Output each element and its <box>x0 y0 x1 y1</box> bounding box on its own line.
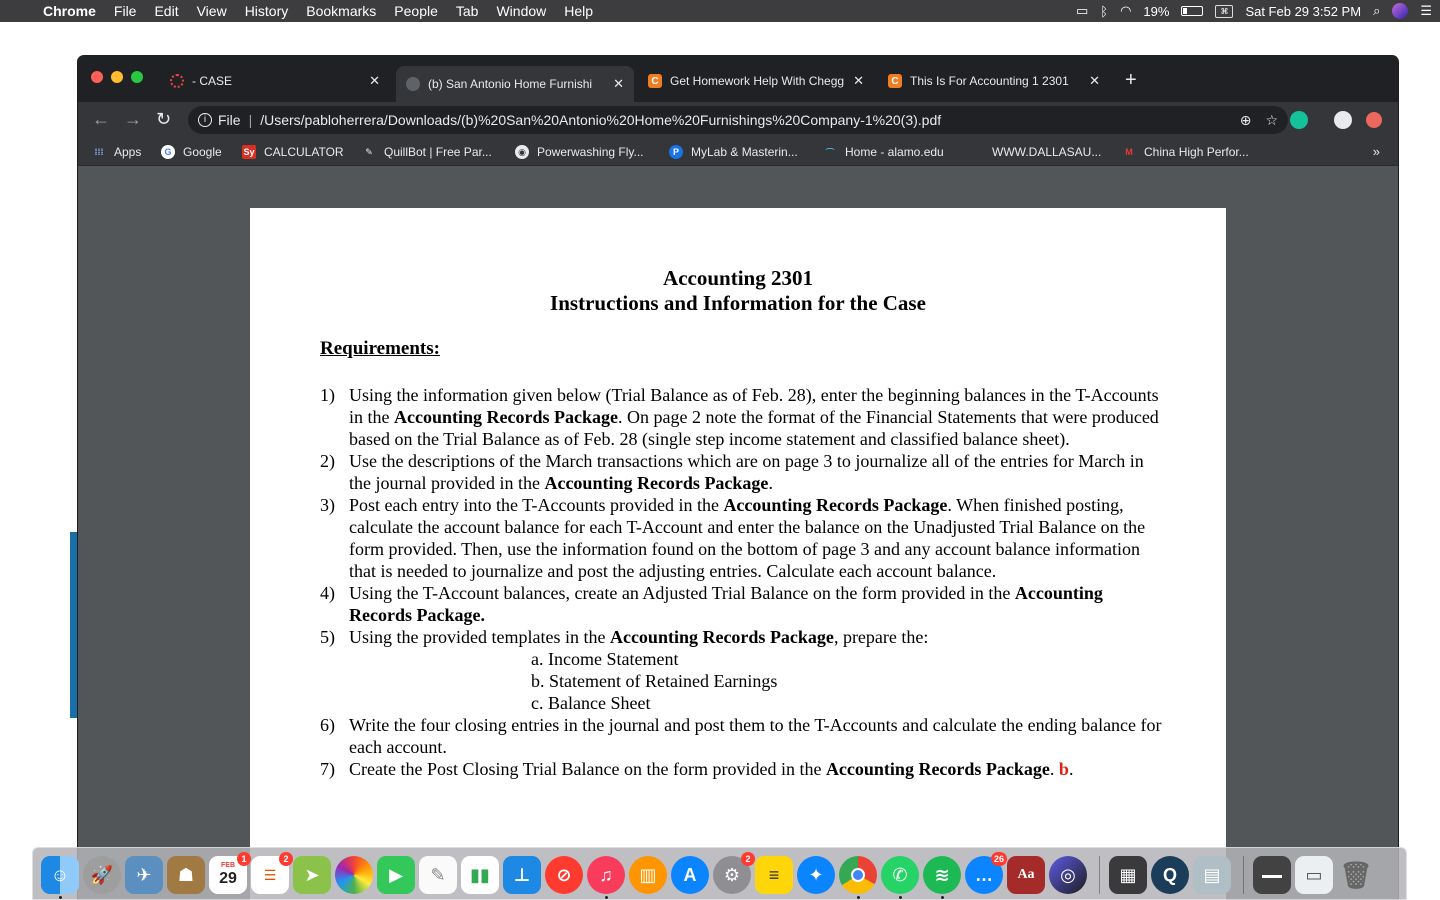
contacts-icon[interactable]: ☗ <box>167 856 205 894</box>
tab-strip <box>78 56 1398 102</box>
bookmark-alamo[interactable] <box>823 138 944 166</box>
more-bookmarks-icon[interactable]: » <box>1372 144 1380 159</box>
messages-icon[interactable]: … 26 <box>965 856 1003 894</box>
facetime-icon[interactable]: ▶ <box>377 856 415 894</box>
bookmark-google[interactable] <box>161 138 222 166</box>
safari-icon[interactable]: ✦ <box>797 856 835 894</box>
documents-stack-icon[interactable]: ▭ <box>1295 856 1333 894</box>
chrome-window <box>78 56 1398 900</box>
bookmark-dallas[interactable] <box>992 138 1101 166</box>
spotify-icon[interactable]: ≋ <box>923 856 961 894</box>
item-text: . <box>1068 759 1074 779</box>
list-item <box>320 626 1170 648</box>
item-bold: Accounting Records Package <box>723 495 948 515</box>
item-number: 7) <box>320 759 335 779</box>
document-subtitle: Instructions and Information for the Case <box>550 291 926 315</box>
item-text: Use the descriptions of the March transactions which are on page 3 to journalize all of the entries for March in the journal provided in the <box>349 451 1144 493</box>
chegg-icon: C <box>888 74 902 88</box>
menu-file[interactable]: File <box>113 3 137 19</box>
menu-edit[interactable]: Edit <box>154 3 179 19</box>
image-capture-icon[interactable]: ▤ <box>1193 856 1231 894</box>
requirements-heading: Requirements: <box>320 338 440 359</box>
calculator-icon[interactable]: ▦ <box>1109 856 1147 894</box>
running-indicator <box>899 896 902 899</box>
loading-icon <box>170 74 184 88</box>
airplay-icon[interactable]: ▭ <box>1075 3 1089 18</box>
google-icon: G <box>161 145 175 159</box>
item-text: . On page 2 note the format of the Financial Statements that were produced based on the Trial Balance as of Feb. 28 (single step income statement and classified balance sheet). <box>349 407 1159 449</box>
chrome-icon[interactable] <box>839 856 877 894</box>
whatsapp-icon[interactable]: ✆ <box>881 856 919 894</box>
zoom-window-icon[interactable] <box>131 71 143 83</box>
bookmark-label: Apps <box>114 145 142 159</box>
minimize-window-icon[interactable] <box>111 71 123 83</box>
browser-toolbar <box>78 102 1398 138</box>
list-item <box>320 758 1170 780</box>
close-tab-icon[interactable]: ✕ <box>1089 73 1100 88</box>
bookmark-label: QuillBot | Free Par... <box>384 145 492 159</box>
item-text: Create the Post Closing Trial Balance on the form provided in the <box>349 759 826 779</box>
bookmark-star-icon[interactable]: ☆ <box>1265 111 1278 128</box>
wifi-icon[interactable]: ◠ <box>1120 3 1132 18</box>
close-window-icon[interactable] <box>91 71 103 83</box>
bookmark-mylab[interactable] <box>669 138 798 166</box>
battery-icon[interactable] <box>1181 6 1203 16</box>
running-indicator <box>941 896 944 899</box>
trash-icon[interactable]: 🗑 <box>1339 859 1373 890</box>
bluetooth-icon[interactable]: ᛒ <box>1100 3 1109 19</box>
info-icon[interactable]: i <box>198 113 212 127</box>
close-tab-icon[interactable]: ✕ <box>613 76 624 91</box>
list-item <box>320 450 1170 494</box>
dictionary-icon[interactable]: Aa <box>1007 856 1045 894</box>
reminders-badge: 2 <box>279 852 293 866</box>
tab-chegg-homework[interactable] <box>638 66 874 96</box>
item-number: 6) <box>320 715 335 735</box>
address-url[interactable]: /Users/pabloherrera/Downloads/(b)%20San%20Antonio%20Home%20Furnishings%20Company-1%20(3).pdf <box>260 112 942 128</box>
item-text: . <box>768 473 773 493</box>
menubar-clock[interactable]: Sat Feb 29 3:52 PM <box>1245 3 1362 19</box>
messages-badge: 26 <box>991 852 1007 866</box>
bookmark-label: Google <box>183 145 222 159</box>
maps-icon[interactable]: ➤ <box>293 856 331 894</box>
chegg-icon: C <box>648 74 662 88</box>
item-text: . When finished posting, calculate the account balance for each T-Account and enter the balance on the Unadjusted Trial Balance on the form provided. Then, use the information found on the bottom of page 3 and any account balance information that is needed to journalize and post the adjusting entries. Calculate each account balance. <box>349 495 1146 581</box>
tab-title: (b) San Antonio Home Furnishi <box>428 77 593 91</box>
tab-title: This Is For Accounting 1 2301 <box>910 74 1069 88</box>
back-arrow-icon[interactable]: ← <box>92 109 110 129</box>
preview-photo-icon[interactable]: ✈ <box>125 856 163 894</box>
item-number: 3) <box>320 495 335 515</box>
notification-center-icon[interactable]: ☰ <box>1420 3 1432 18</box>
bookmark-apps[interactable] <box>92 138 141 166</box>
reload-icon[interactable]: ↻ <box>156 109 172 129</box>
apps-grid-icon: ⁞⁞⁞ <box>94 147 104 157</box>
item-number: 4) <box>320 583 335 603</box>
settings-badge: 2 <box>741 852 755 866</box>
item-bold: Accounting Records Package <box>609 627 834 647</box>
finder-icon[interactable]: ☺ <box>41 856 79 894</box>
bookmark-quillbot[interactable] <box>362 138 492 166</box>
grammarly-extension-icon[interactable] <box>1290 111 1308 129</box>
pdf-page <box>250 208 1226 900</box>
list-item <box>320 494 1170 582</box>
symbolab-icon: Sy <box>243 147 255 157</box>
pearson-icon: P <box>669 145 683 159</box>
zoom-icon[interactable]: ⊕ <box>1239 111 1252 128</box>
item-text: Write the four closing entries in the journal and post them to the T-Accounts and calculate the ending balance for each account. <box>349 715 1162 757</box>
profile-avatar-icon[interactable] <box>1334 111 1352 129</box>
tab-title: - CASE <box>192 74 233 88</box>
calendar-badge: 1 <box>237 852 251 866</box>
macos-dock <box>32 847 1407 900</box>
address-bar[interactable] <box>188 106 1288 134</box>
keynote-icon[interactable]: ⊥ <box>503 856 541 894</box>
tab-accounting-chegg[interactable] <box>878 66 1110 96</box>
alamo-icon: ⌒ <box>825 147 835 158</box>
menu-tab[interactable]: Tab <box>455 3 479 19</box>
address-actions <box>1240 106 1278 134</box>
photos-icon[interactable] <box>335 856 373 894</box>
item-bold: Accounting Records Package <box>825 759 1050 779</box>
new-tab-button[interactable]: + <box>1125 69 1137 91</box>
bookmark-calculator[interactable] <box>242 138 344 166</box>
bookmark-label: WWW.DALLASAU... <box>992 145 1102 159</box>
menu-help[interactable]: Help <box>564 3 594 19</box>
dock-separator <box>1099 856 1100 894</box>
macos-menubar <box>0 0 1440 22</box>
app-store-icon[interactable]: A <box>671 856 709 894</box>
bookmark-label: MyLab & Masterin... <box>691 145 798 159</box>
desktop-background-strip <box>70 532 78 718</box>
address-scheme-label: File <box>218 112 241 128</box>
keyboard-input-icon[interactable]: ⌘ <box>1215 5 1233 18</box>
siri-dock-icon[interactable]: ◎ <box>1049 856 1087 894</box>
item-text: Post each entry into the T-Accounts provided in the <box>349 495 724 515</box>
item-text: Using the provided templates in the <box>349 627 610 647</box>
item-bold: Accounting Records Package <box>544 473 769 493</box>
requirements-list <box>320 384 1170 780</box>
address-separator: | <box>248 112 253 128</box>
bookmarks-bar <box>78 138 1398 166</box>
calendar-month: FEB <box>221 862 235 869</box>
system-preferences-icon[interactable]: ⚙ 2 <box>713 856 751 894</box>
item-text: Using the T-Account balances, create an Adjusted Trial Balance on the form provided in the <box>349 583 1015 603</box>
sub-item-income-statement: a. Income Statement <box>531 649 679 669</box>
music-icon[interactable]: ♫ <box>587 856 625 894</box>
spotlight-search-icon[interactable]: ⌕ <box>1373 3 1381 18</box>
quicktime-icon[interactable]: Q <box>1151 856 1189 894</box>
menu-history[interactable]: History <box>244 3 289 19</box>
menu-window[interactable]: Window <box>496 3 547 19</box>
globe-icon: ◉ <box>515 145 529 159</box>
textedit-icon[interactable]: ✎ <box>419 856 457 894</box>
item-text: Using the information given below (Trial Balance as of Feb. 28), enter the beginning balances in the T-Accounts in the <box>349 385 1159 427</box>
menubar-status-area <box>1076 0 1432 22</box>
list-item <box>320 384 1170 450</box>
downloads-stack-icon[interactable]: ▬▬ <box>1253 856 1291 894</box>
close-tab-icon[interactable]: ✕ <box>853 73 864 88</box>
siri-icon[interactable] <box>1392 3 1408 19</box>
running-indicator <box>59 896 62 899</box>
document-title: Accounting 2301 <box>663 266 813 290</box>
item-text: , prepare the: <box>833 627 929 647</box>
launchpad-icon[interactable]: 🚀 <box>83 856 121 894</box>
battery-percent: 19% <box>1143 3 1170 19</box>
item-bold: Accounting Records Package <box>394 407 618 427</box>
sub-item-retained-earnings: b. Statement of Retained Earnings <box>531 671 778 691</box>
numbers-icon[interactable]: ▮▮ <box>461 856 499 894</box>
calendar-icon[interactable] <box>209 856 247 894</box>
bookmark-china-high[interactable] <box>1122 138 1249 166</box>
menu-people[interactable]: People <box>394 3 438 19</box>
item-number: 2) <box>320 451 335 471</box>
running-indicator <box>857 896 860 899</box>
update-icon[interactable] <box>1366 112 1382 128</box>
bookmark-label: Home - alamo.edu <box>845 145 944 159</box>
bookmark-label: CALCULATOR <box>264 145 344 159</box>
tab-san-antonio[interactable] <box>396 66 634 102</box>
quillbot-icon: ✎ <box>365 146 373 157</box>
reminders-icon[interactable]: ☰ 2 <box>251 856 289 894</box>
item-number: 1) <box>320 385 335 405</box>
item-number: 5) <box>320 627 335 647</box>
forward-arrow-icon[interactable]: → <box>124 109 142 129</box>
list-item <box>320 714 1170 758</box>
bookmark-label: China High Perfor... <box>1144 145 1249 159</box>
document-tab-icon <box>406 77 420 91</box>
calendar-day: 29 <box>219 870 237 887</box>
tab-title: Get Homework Help With Chegg <box>670 74 845 88</box>
item-bold: Accounting Records Package. <box>349 583 1103 625</box>
running-indicator <box>605 896 608 899</box>
bookmark-powerwashing[interactable] <box>515 138 643 166</box>
red-logo-icon: M <box>1125 147 1133 157</box>
tab-case[interactable] <box>160 66 390 96</box>
menu-bookmarks[interactable]: Bookmarks <box>306 3 377 19</box>
bookmark-label: Powerwashing Fly... <box>537 145 644 159</box>
dock-separator <box>1243 856 1244 894</box>
close-tab-icon[interactable]: ✕ <box>369 73 380 88</box>
sub-item-balance-sheet: c. Balance Sheet <box>531 693 651 713</box>
notes-icon[interactable]: ≡ <box>755 856 793 894</box>
menu-app-name[interactable]: Chrome <box>43 3 96 19</box>
news-icon[interactable]: ⊘ <box>545 856 583 894</box>
window-controls <box>91 71 143 83</box>
books-icon[interactable]: ▥ <box>629 856 667 894</box>
menu-view[interactable]: View <box>196 3 227 19</box>
red-annotation: b <box>1058 759 1069 779</box>
list-item <box>320 582 1170 626</box>
item-text: . <box>1049 759 1059 779</box>
